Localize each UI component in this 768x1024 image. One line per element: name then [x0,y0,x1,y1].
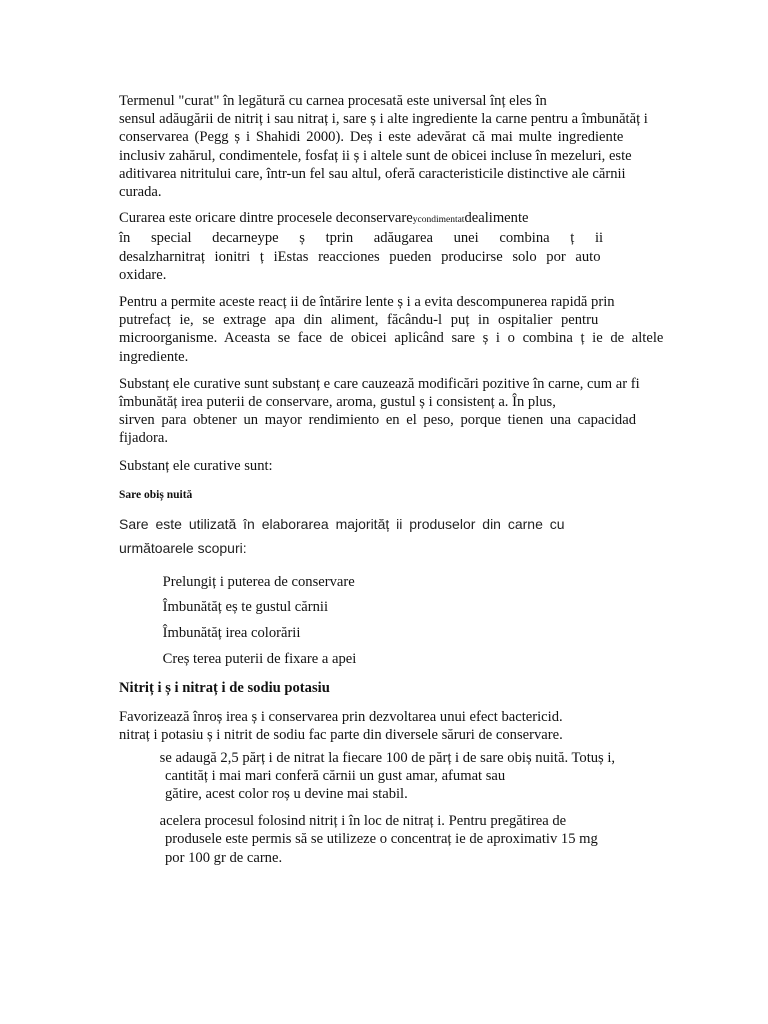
text-fragment: dealimente [464,210,529,227]
text-line: produsele este permis să se utilizeze o concentraț ie de aproximativ 15 mg [165,831,598,848]
text-line: por 100 gr de carne. [165,849,283,866]
text-line: aditivarea nitritului care, într-un fel sau altul, oferă caracteristicile distinctive ale cărnii [119,165,626,182]
text-line: curada. [119,184,162,201]
text-line: desalzharnitraț ionitri ț iEstas reacciones pueden producirse solo por auto [119,248,601,265]
text-fragment: conservare [349,210,413,227]
text-line: inclusiv zahărul, condimentele, fosfaț ii ș i altele sunt de obicei incluse în mezeluri, este [119,147,632,164]
list-item [147,650,687,668]
text-line: sirven para obtener un mayor rendimiento en el peso, porque tienen una capacidad [119,412,637,429]
hanging-item-nitrite-process [119,812,687,867]
text-fragment: acelera procesul folosind nitriț i în loc de nitraț i. Pentru pregătirea de [159,813,567,830]
paragraph-salt-intro [119,515,687,557]
paragraph-curative-list-intro: Substanț ele curative sunt: [119,457,273,474]
text-line: cantităț i mai mari conferă cărnii un gust amar, afumat sau [165,767,506,784]
list-item [147,624,687,642]
text-line: următoarele scopuri: [119,539,247,556]
text-line: ingrediente. [119,348,189,365]
text-line: în special decarneype ș tprin adăugarea unei combina ț ii [119,230,604,247]
text-fragment-small: ycondimentat [412,215,465,226]
text-line [119,209,687,229]
text-fragment: se adaugă 2,5 părț i de nitrat la fiecare 100 de părț i de sare obiș nuită. Totuș i, [159,749,616,766]
text-line [159,749,687,767]
text-line: putrefacț ie, se extrage apa din aliment, făcându-l puț in ospitalier pentru [119,312,599,329]
paragraph-intro [119,92,687,201]
text-line: Pentru a permite aceste reacț ii de întărire lente ș i a evita descompunerea rapidă prin [119,294,615,311]
text-line: oxidare. [119,266,167,283]
paragraph-nitrites [119,708,687,744]
paragraph-curative [119,375,687,448]
document-page [119,92,687,867]
list-item-text: Îmbunătăț eș te gustul cărnii [162,599,329,616]
salt-purposes-list [119,573,687,668]
paragraph-curing [119,209,687,284]
text-line: Substanț ele curative sunt substanț e care cauzează modificări pozitive în carne, cum ar fi [119,375,640,392]
text-line: microorganisme. Aceasta se face de obicei aplicând sare ș i o combina ț ie de altele [119,330,664,347]
heading-nitrites: Nitriț i ș i nitraț i de sodiu potasiu [119,680,330,697]
text-line: Favorizează înroș irea ș i conservarea prin dezvoltarea unui efect bactericid. [119,709,563,726]
list-item-text: Îmbunătăț irea colorării [162,625,301,642]
list-item-text: Prelungiț i puterea de conservare [162,573,355,590]
text-line: conservarea (Pegg ș i Shahidi 2000). Deș i este adevărat că mai multe ingrediente [119,129,624,146]
hanging-item-nitrate-dose [119,749,687,804]
text-line: gătire, acest color roș u devine mai stabil. [165,786,408,803]
text-line: îmbunătăț irea puterii de conservare, aroma, gustul ș i consistenț a. În plus, [119,394,556,411]
text-line [159,812,687,830]
text-line: nitraț i potasiu ș i nitrit de sodiu fac parte din diversele săruri de conservare. [119,727,563,744]
text-line: sensul adăugării de nitriț i sau nitraț i, sare ș i alte ingrediente la carne pentru a îmbunătăț i [119,111,648,128]
text-line: Termenul "curat" în legătură cu carnea procesată este universal înț eles în [119,93,547,109]
list-item-text: Creș terea puterii de fixare a apei [162,650,357,667]
text-line: Sare este utilizată în elaborarea majorităț ii produselor din carne cu [119,515,565,532]
paragraph-drying [119,293,687,366]
text-line: fijadora. [119,430,169,447]
list-item [147,573,687,591]
heading-salt: Sare obiș nuită [119,488,193,501]
list-item [147,598,687,616]
text-fragment: Curarea este oricare dintre procesele de [119,210,350,227]
